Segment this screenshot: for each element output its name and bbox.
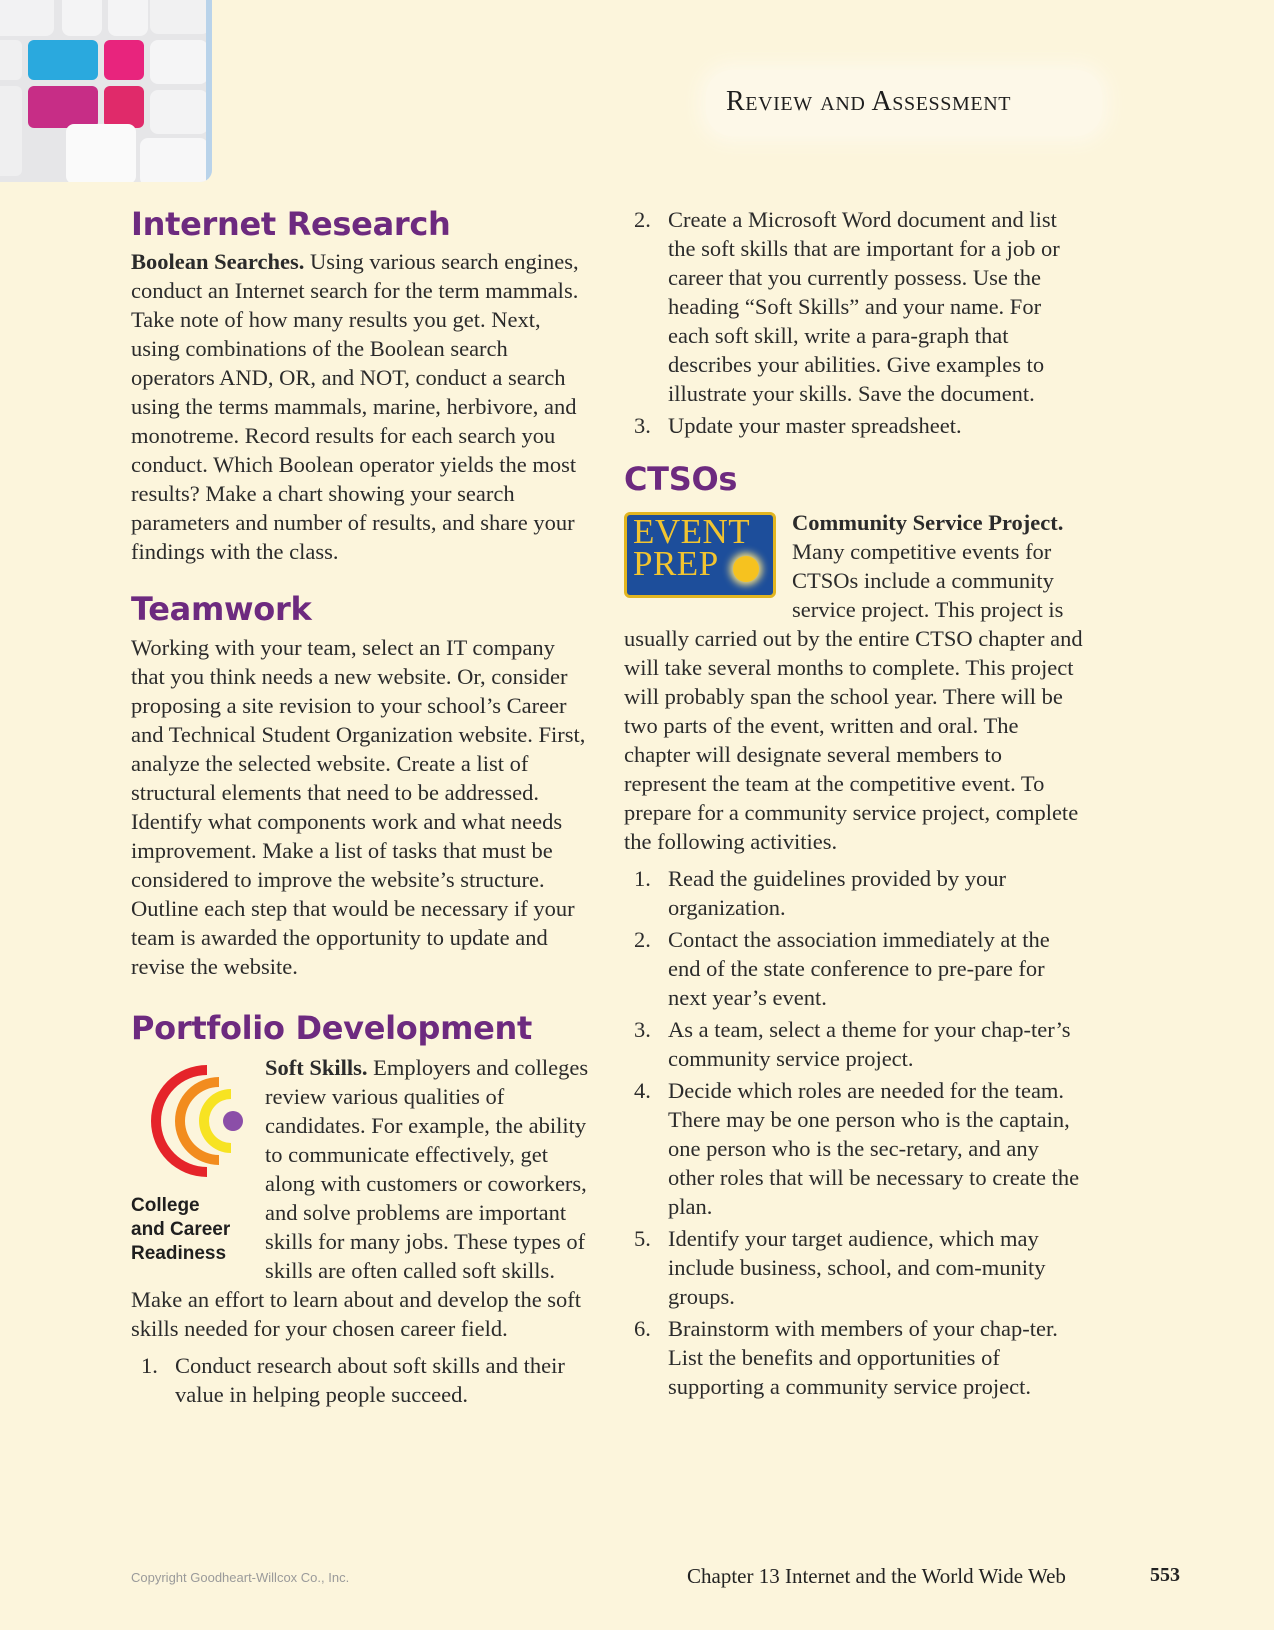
ccr-caption-line-3: Readiness xyxy=(131,1243,227,1265)
list-item-text: Read the guidelines provided by your organization. xyxy=(668,866,1007,921)
internet-research-text xyxy=(131,247,591,566)
list-item-number: 1. xyxy=(634,866,651,892)
ctsos-body: Many competitive events for CTSOs include a community service project. This project is usually carried out by the entire CTSO chapter and will take several months to complete. This project will probably span the school year. There will be two parts of the event, written and oral. The chapter will designate several members to represent the team at the competitive event. To prepare for a community service project, complete the following activities. xyxy=(624,539,1083,855)
college-career-readiness-logo xyxy=(131,1057,259,1285)
page-header-title: Review and Assessment xyxy=(726,86,1012,117)
list-item xyxy=(624,925,1084,1012)
list-item-number: 2. xyxy=(634,927,651,953)
portfolio-steps-list-continued xyxy=(624,205,1084,440)
portfolio-body: Employers and colleges review various qualities of candidates. For example, the ability to communicate effectively, get along with customers or coworkers, and solve problems are important skills for many jobs. These types of skills are often called soft skills. Make an effort to learn about and develop the soft skills needed for your chosen career field. xyxy=(131,1055,589,1342)
page-number: 553 xyxy=(1150,1564,1180,1586)
internet-research-heading: Internet Research xyxy=(131,205,451,243)
list-item-text: Update your master spreadsheet. xyxy=(668,413,962,438)
list-item-text: Conduct research about soft skills and their value in helping people succeed. xyxy=(175,1353,565,1408)
ctsos-heading: CTSOs xyxy=(624,460,738,498)
corner-decoration xyxy=(0,0,212,182)
teamwork-body: Working with your team, select an IT company that you think needs a new website. Or, consider proposing a site revision to your school’s Career and Technical Student Organization website. First, analyze the selected website. Create a list of structural elements that need to be addressed. Identify what components work and what needs improvement. Make a list of tasks that must be considered to improve the website’s structure. Outline each step that would be necessary if your team is awarded the opportunity to update and revise the website. xyxy=(131,634,586,979)
list-item-number: 1. xyxy=(141,1353,158,1379)
teamwork-heading: Teamwork xyxy=(131,590,312,629)
community-service-lead: Community Service Project. xyxy=(792,510,1064,536)
event-prep-line-2: PREP xyxy=(633,544,719,584)
ccr-caption-line-2: and Career xyxy=(131,1219,231,1241)
list-item xyxy=(624,1015,1084,1073)
list-item xyxy=(624,1314,1084,1401)
event-prep-badge xyxy=(624,512,776,598)
portfolio-heading: Portfolio Development xyxy=(131,1008,532,1047)
list-item-number: 5. xyxy=(634,1226,651,1252)
event-prep-line-1: EVENT xyxy=(633,512,751,552)
ccr-caption xyxy=(131,1194,259,1266)
list-item xyxy=(131,1351,591,1409)
list-item xyxy=(624,1224,1084,1311)
ccr-arcs-icon xyxy=(131,1057,251,1185)
list-item-text: Create a Microsoft Word document and list the soft skills that are important for a job or career that you currently possess. Use the heading “Soft Skills” and your name. For each soft skill, write a para-graph that describes your abilities. Give examples to illustrate your skills. Save the document. xyxy=(668,207,1060,406)
list-item-text: Identify your target audience, which may include business, school, and com-munity groups. xyxy=(668,1226,1046,1310)
list-item xyxy=(624,864,1084,922)
list-item-number: 4. xyxy=(634,1078,651,1104)
list-item-number: 2. xyxy=(634,207,651,232)
sun-icon xyxy=(733,556,759,582)
list-item-number: 6. xyxy=(634,1316,651,1342)
list-item-text: As a team, select a theme for your chap-ter’s community service project. xyxy=(668,1017,1071,1072)
list-item-text: Decide which roles are needed for the team. There may be one person who is the captain, one person who is the sec-retary, and any other roles that will be necessary to create the plan. xyxy=(668,1078,1080,1220)
list-item xyxy=(624,1076,1084,1221)
list-item-number: 3. xyxy=(634,1017,651,1043)
portfolio-steps-list xyxy=(131,1351,591,1409)
boolean-searches-lead: Boolean Searches. xyxy=(131,249,305,275)
list-item-text: Brainstorm with members of your chap-ter. List the benefits and opportunities of supporting a community service project. xyxy=(668,1316,1058,1400)
ccr-caption-line-1: College xyxy=(131,1195,200,1217)
left-column xyxy=(131,205,591,1412)
list-item-text: Contact the association immediately at the end of the state conference to pre-pare for next year’s event. xyxy=(668,927,1050,1011)
ctsos-block xyxy=(624,508,1084,1401)
internet-research-body: Using various search engines, conduct an Internet search for the term mammals. Take note of how many results you get. Next, using combinations of the Boolean search operators AND, OR, and NOT, conduct a search using the terms mammals, marine, herbivore, and monotreme. Record results for each search you conduct. Which Boolean operator yields the most results? Make a chart showing your search parameters and number of results, and share your findings with the class. xyxy=(131,249,579,565)
list-item xyxy=(624,205,1084,408)
soft-skills-lead: Soft Skills. xyxy=(265,1055,368,1081)
list-item-number: 3. xyxy=(634,413,651,438)
ctsos-steps-list xyxy=(624,864,1084,1401)
portfolio-block xyxy=(131,1053,591,1409)
right-column xyxy=(624,205,1084,1404)
list-item xyxy=(624,411,1084,440)
footer-chapter-title: Chapter 13 Internet and the World Wide Web xyxy=(687,1564,1066,1588)
footer-copyright: Copyright Goodheart-Willcox Co., Inc. xyxy=(131,1570,350,1585)
